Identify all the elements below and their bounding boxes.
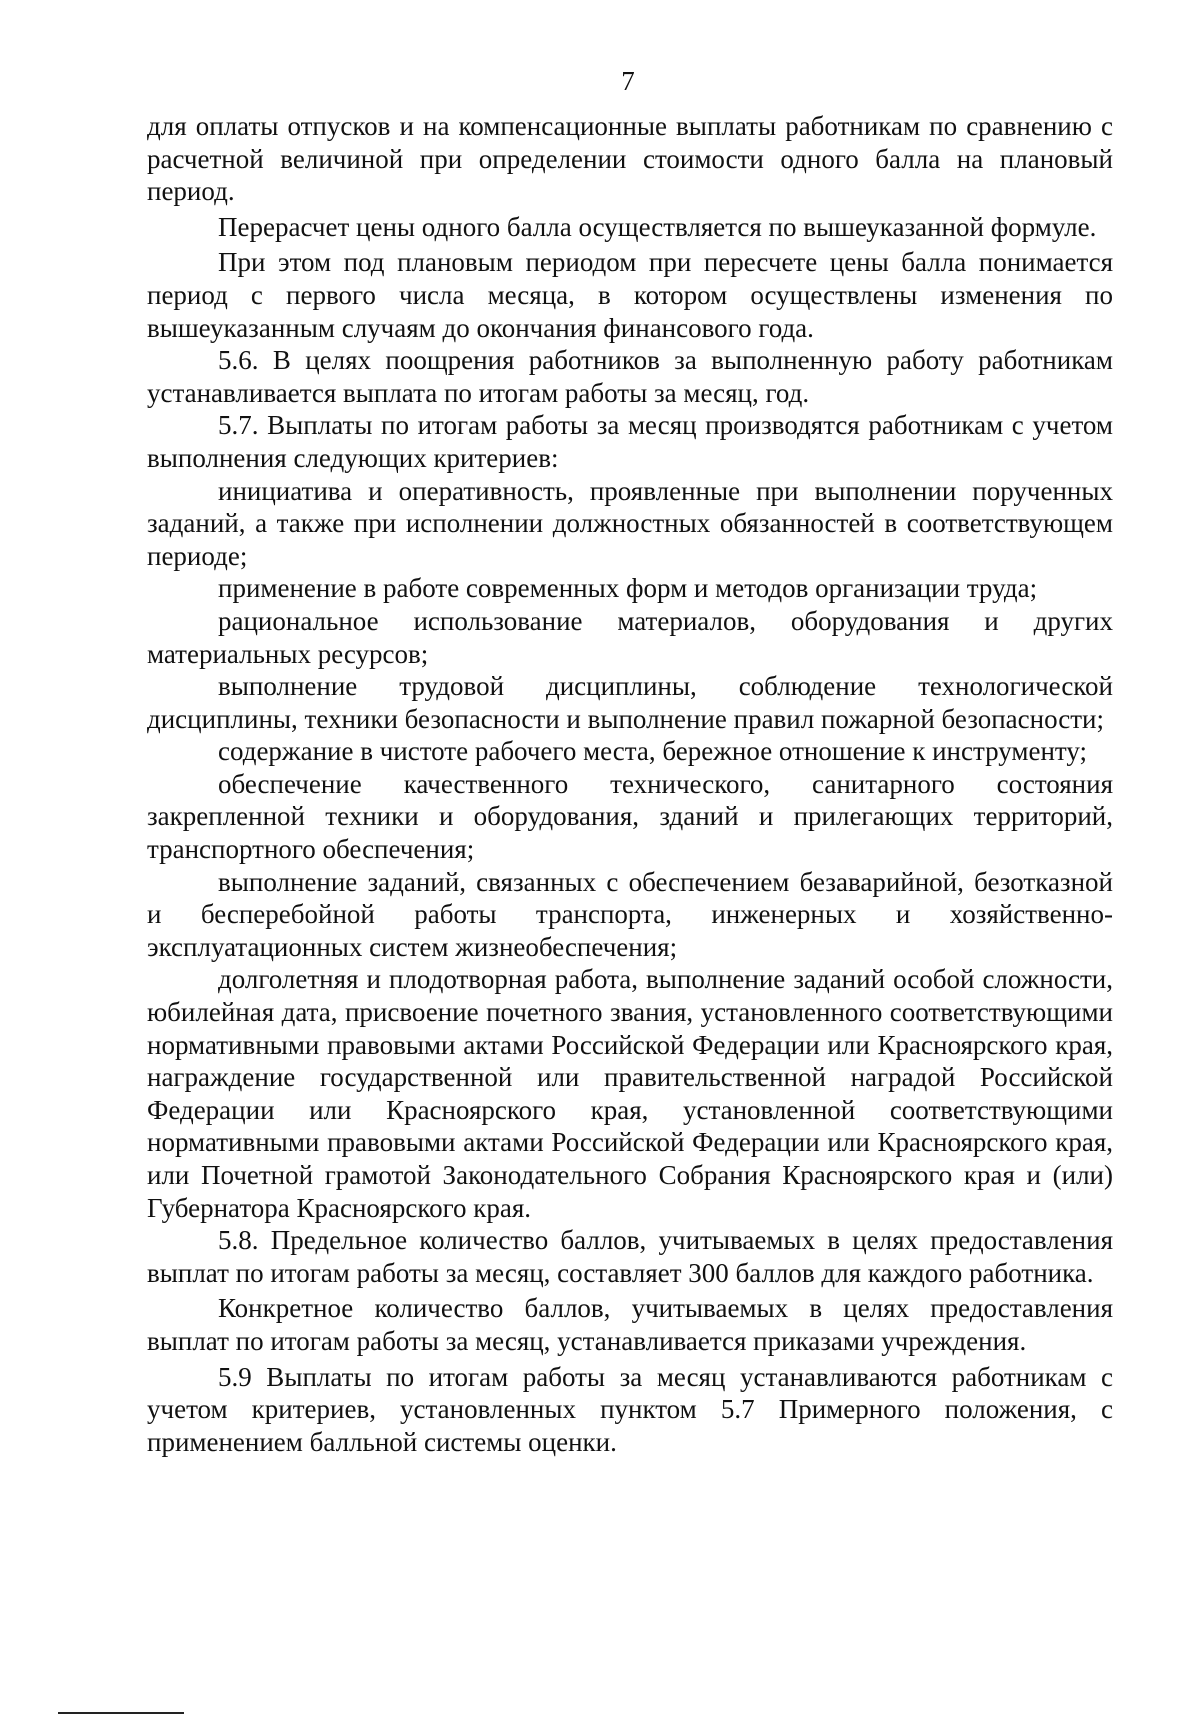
criterion-discipline: выполнение трудовой дисциплины, соблюдение технологической дисциплины, техники безопасности и выполнение правил пожарной безопасности; bbox=[147, 671, 1113, 734]
criterion-trouble-free-operation: выполнение заданий, связанных с обеспечением безаварийной, безотказной и бесперебойной работы транспорта, инженерных и хозяйственно-эксплуатационных систем жизнеобеспечения; bbox=[147, 866, 1113, 962]
paragraph-5-7: 5.7. Выплаты по итогам работы за месяц производятся работникам с учетом выполнения следующих критериев: bbox=[147, 410, 1113, 473]
document-body bbox=[147, 110, 1113, 1458]
criterion-rational-use: рациональное использование материалов, оборудования и других материальных ресурсов; bbox=[147, 605, 1113, 669]
paragraph-planned-period: При этом под плановым периодом при пересчете цены балла понимается период с первого числа месяца, в котором осуществлены изменения по вышеуказанным случаям до окончания финансового года. bbox=[147, 247, 1113, 343]
footer-rule bbox=[58, 1712, 184, 1714]
paragraph-specific-points: Конкретное количество баллов, учитываемых в целях предоставления выплат по итогам работы за месяц, устанавливается приказами учреждения. bbox=[147, 1293, 1113, 1356]
paragraph-5-6: 5.6. В целях поощрения работников за выполненную работу работникам устанавливается выплата по итогам работы за месяц, год. bbox=[147, 345, 1113, 408]
page-number: 7 bbox=[621, 66, 635, 96]
criterion-initiative: инициатива и оперативность, проявленные при выполнении порученных заданий, а также при исполнении должностных обязанностей в соответствующем периоде; bbox=[147, 475, 1113, 571]
criterion-long-service-awards: долголетняя и плодотворная работа, выполнение заданий особой сложности, юбилейная дата, присвоение почетного звания, установленного соответствующими нормативными правовыми актами Российской Федерации или Красноярского края, награждение государственной или правительственной наградой Российской Федерации или Красноярского края, установленной соответствующими нормативными правовыми актами Российской Федерации или Красноярского края, или Почетной грамотой Законодательного Собрания Красноярского края и (или) Губернатора Красноярского края. bbox=[147, 964, 1113, 1223]
paragraph-recalculation: Перерасчет цены одного балла осуществляется по вышеуказанной формуле. bbox=[218, 211, 1097, 242]
criterion-modern-methods: применение в работе современных форм и методов организации труда; bbox=[218, 573, 1038, 604]
criterion-workplace-cleanliness: содержание в чистоте рабочего места, бережное отношение к инструменту; bbox=[218, 736, 1087, 767]
paragraph-continuation: для оплаты отпусков и на компенсационные выплаты работникам по сравнению с расчетной величиной при определении стоимости одного балла на плановый период. bbox=[147, 111, 1113, 207]
paragraph-5-8: 5.8. Предельное количество баллов, учитываемых в целях предоставления выплат по итогам работы за месяц, составляет 300 баллов для каждого работника. bbox=[147, 1225, 1113, 1288]
paragraph-5-9: 5.9 Выплаты по итогам работы за месяц устанавливаются работникам с учетом критериев, установленных пунктом 5.7 Примерного положения, с применением балльной системы оценки. bbox=[147, 1361, 1113, 1457]
criterion-technical-condition: обеспечение качественного технического, санитарного состояния закрепленной техники и оборудования, зданий и прилегающих территорий, транспортного обеспечения; bbox=[147, 768, 1113, 865]
